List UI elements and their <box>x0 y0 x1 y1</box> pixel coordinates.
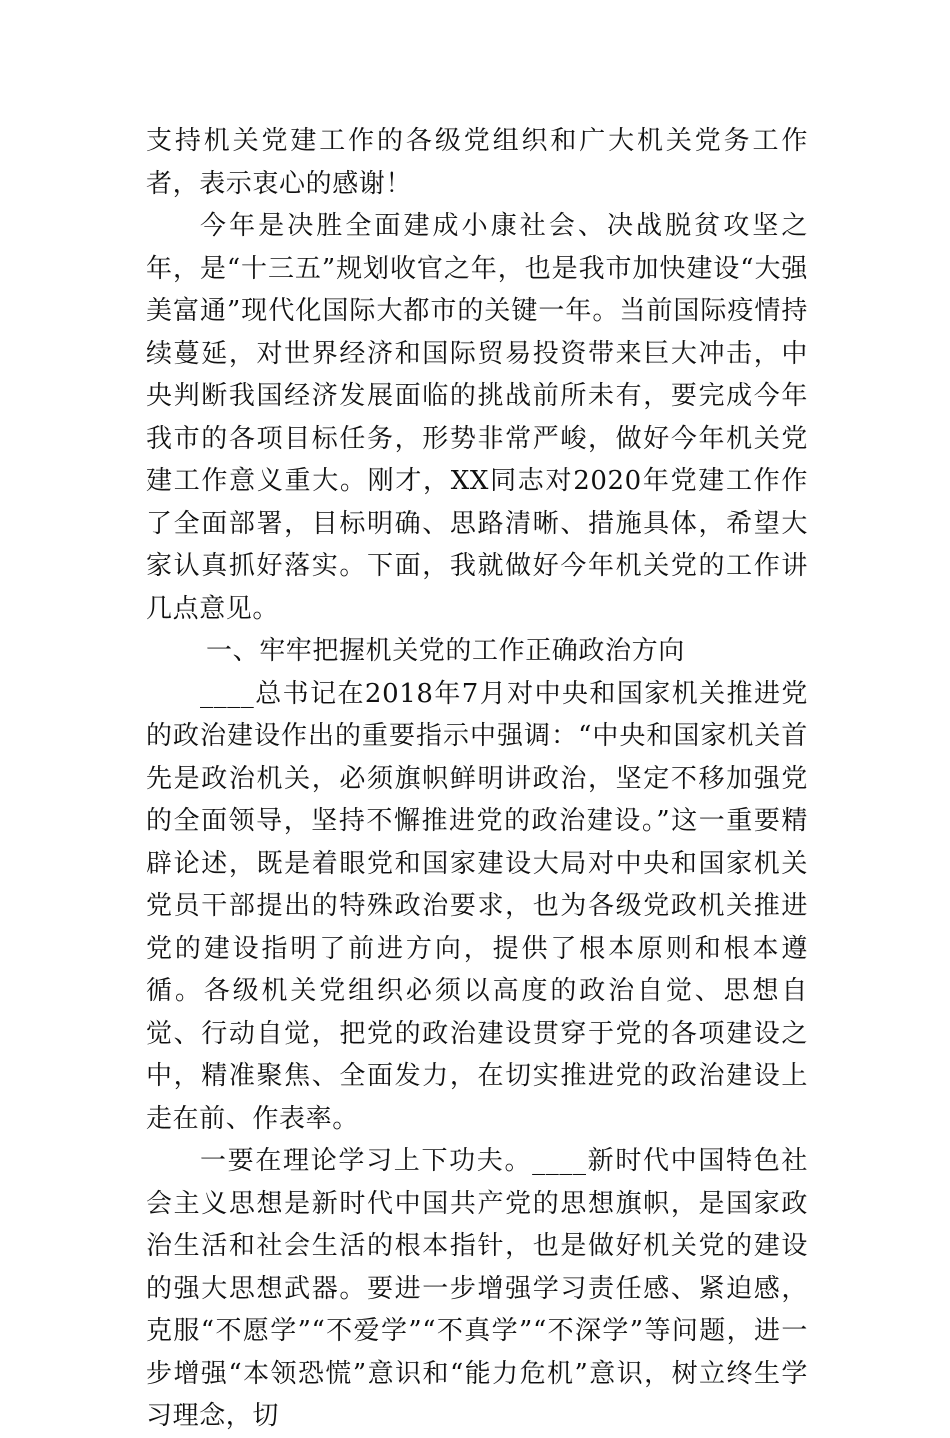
paragraph-3: ____总书记在2018年7月对中央和国家机关推进党的政治建设作出的重要指示中强调：“中央和国家机关首先是政治机关，必须旗帜鲜明讲政治，坚定不移加强党的全面领导，坚持不懈推进党的政治建设。”这一重要精辟论述，既是着眼党和国家建设大局对中央和国家机关党员干部提出的特殊政治要求，也为各级党政机关推进党的建设指明了前进方向，提供了根本原则和根本遵循。各级机关党组织必须以高度的政治自觉、思想自觉、行动自觉，把党的政治建设贯穿于党的各项建设之中，精准聚焦、全面发力，在切实推进党的政治建设上走在前、作表率。 <box>146 678 808 1134</box>
paragraph-1: 支持机关党建工作的各级党组织和广大机关党务工作者，表示衷心的感谢！ <box>146 126 808 199</box>
document-page <box>146 120 808 1438</box>
paragraph-4: 一要在理论学习上下功夫。____新时代中国特色社会主义思想是新时代中国共产党的思想旗帜，是国家政治生活和社会生活的根本指针，也是做好机关党的建设的强大思想武器。要进一步增强学习责任感、紧迫感，克服“不愿学”“不爱学”“不真学”“不深学”等问题，进一步增强“本领恐慌”意识和“能力危机”意识，树立终生学习理念，切 <box>146 1146 808 1431</box>
section-heading-1: 一、牢牢把握机关党的工作正确政治方向 <box>206 636 685 666</box>
paragraph-2: 今年是决胜全面建成小康社会、决战脱贫攻坚之年，是“十三五”规划收官之年，也是我市加快建设“大强美富通”现代化国际大都市的关键一年。当前国际疫情持续蔓延，对世界经济和国际贸易投资带来巨大冲击，中央判断我国经济发展面临的挑战前所未有，要完成今年我市的各项目标任务，形势非常严峻，做好今年机关党建工作意义重大。刚才，XX同志对2020年党建工作作了全面部署，目标明确、思路清晰、措施具体，希望大家认真抓好落实。下面，我就做好今年机关党的工作讲几点意见。 <box>146 211 808 624</box>
